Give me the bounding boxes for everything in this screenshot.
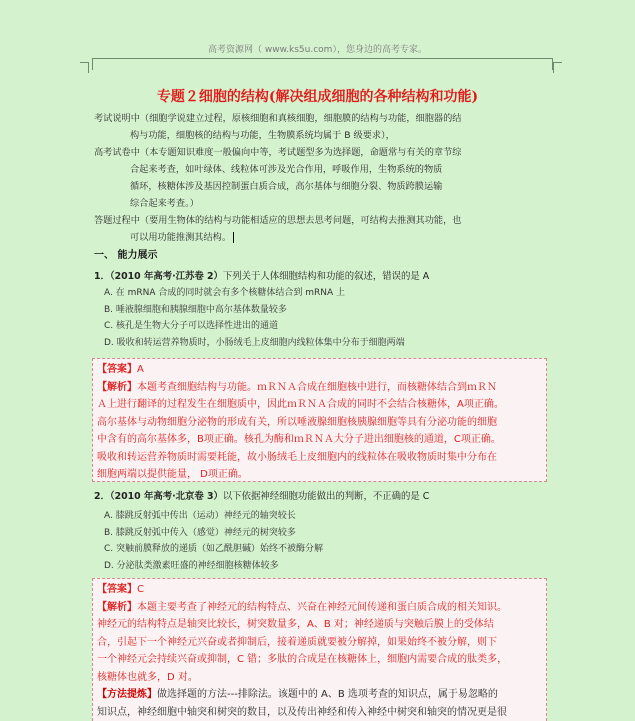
intro-p1-text: 细胞学说建立过程，原核细胞和真核细胞，细胞膜的结构与功能，细胞器的结: [149, 113, 462, 124]
intro-p3-text: 要用生物体的结构与功能相适应的思想去思考问题，可结构去推测其功能，也: [149, 215, 462, 226]
q1-analysis-line3: 高尔基体与动物细胞分泌物的形成有关，所以唾液腺细胞核胰腺细胞等具有分泌功能的细胞: [97, 416, 497, 428]
intro-p1-label: 考试说明中（: [94, 113, 150, 124]
q2-method-tag: 【方法提炼】: [97, 689, 157, 700]
q2-options: [94, 508, 556, 574]
intro-p2-line4: 综合起来考查。）: [130, 198, 199, 209]
intro-p2-line3: 循环，核糖体涉及基因控制蛋白质合成，高尔基体与细胞分裂、物质跨膜运输: [130, 181, 443, 192]
q2-option-b: B. 膝跳反射弧中传入（感觉）神经元的树突较多: [104, 527, 296, 538]
margin-mark-left: [80, 62, 89, 73]
intro-p1-line1: [94, 110, 556, 127]
q2-analysis-line4: 一个神经元会持续兴奋或抑制，C 错；多肽的合成是在核糖体上，细胞内需要合成的肽类多，: [97, 654, 508, 665]
q1-stem-text: 下列关于人体细胞结构和功能的叙述，错误的是 A: [222, 271, 430, 282]
q1-number: 1．: [94, 271, 110, 282]
q1-answer-box: [92, 358, 547, 482]
q2-source: （2010 年高考·北京卷 3）: [109, 491, 223, 502]
q2-option-d: D. 分泌肽类激素旺盛的神经细胞核糖体较多: [104, 560, 279, 571]
q1-stem: [94, 268, 556, 285]
q2-method-line1: [97, 686, 542, 704]
q1-option-d: D. 吸收和转运营养物质时，小肠绒毛上皮细胞内线粒体集中分布于细胞两端: [104, 337, 405, 348]
intro-section: [94, 110, 556, 246]
intro-p1-line2: 构与功能，细胞核的结构与功能，生物膜系统均属于 B 级要求），: [130, 130, 395, 141]
intro-p2-line1: [94, 144, 556, 161]
q1-analysis-line6: 细胞两端以提供能量， D项正确。: [97, 469, 248, 480]
q2-stem: [94, 488, 556, 505]
q2-answer-tag: 【答案】: [97, 584, 137, 595]
q1-answer-tag: 【答案】: [97, 364, 137, 375]
intro-p3-text2: 可以用功能推测其结构。: [130, 232, 232, 243]
q2-analysis-tag: 【解析】: [97, 601, 137, 613]
q2-option-a: A. 膝跳反射弧中传出（运动）神经元的轴突较长: [104, 511, 296, 521]
q2-analysis-text1: 本题主要考查了神经元的结构特点、兴奋在神经元间传递和蛋白质合成的相关知识。: [137, 601, 507, 613]
q1-analysis-line1: [97, 379, 542, 397]
intro-p2-line2: 合起来考查，如叶绿体、线粒体可涉及光合作用，呼吸作用，生物系统的物质: [130, 164, 443, 175]
page-title: 专题２细胞的结构(解决组成细胞的各种结构和功能): [156, 89, 479, 105]
margin-mark-right: [553, 62, 562, 73]
q2-analysis-line3: 合，引起下一个神经元兴奋或者抑制后，接着递质就要被分解掉，如果始终不被分解，则下: [97, 636, 497, 648]
q1-option-a: A. 在 mRNA 合成的同时就会有多个核糖体结合到 mRNA 上: [104, 288, 345, 298]
intro-p2-label: 高考试卷中（: [94, 147, 150, 158]
q1-analysis-tag: 【解析】: [97, 381, 137, 393]
q2-option-c: C. 突触前膜释放的递质（如乙酰胆碱）始终不被酶分解: [104, 544, 324, 554]
q1-answer: [97, 361, 542, 379]
question-2: [94, 488, 556, 505]
q1-analysis-text1: 本题考查细胞结构与功能。ｍＲＮＡ合成在细胞核中进行，而核糖体结合到ｍＲＮ: [137, 381, 497, 393]
q2-answer-box: [92, 578, 547, 721]
q1-analysis-line4: 中含有的高尔基体多，B项正确。核孔为酶和ｍＲＮＡ大分子进出细胞核的通道，C项正确。: [97, 434, 501, 445]
q1-answer-value: A: [137, 364, 144, 375]
intro-p2-text: 本专题知识难度一般偏向中等，考试题型多为选择题，命题常与有关的章节综: [149, 147, 462, 158]
q2-analysis-line5: 核糖体也就多，D 对。: [97, 671, 198, 683]
q1-source: （2010 年高考·江苏卷 2）: [109, 271, 223, 282]
q2-answer: [97, 581, 542, 599]
q1-option-c: C. 核孔是生物大分子可以选择性进出的通道: [104, 321, 279, 331]
q2-number: 2．: [94, 491, 110, 502]
q2-stem-text: 以下依据神经细胞功能做出的判断，不正确的是 C: [222, 491, 430, 502]
intro-p3-line2: [94, 229, 556, 246]
q1-analysis-line5: 吸收和转运营养物质时需要耗能，故小肠绒毛上皮细胞内的线粒体在吸收物质时集中分布在: [97, 451, 497, 463]
q2-method-text1: 做选择题的方法---排除法。该题中的 A、B 选项考查的知识点，属于易忽略的: [157, 689, 498, 700]
q2-analysis-line2: 神经元的结构特点是轴突比较长，树突数量多，A、B 对；神经递质与突触后膜上的受体结: [97, 619, 494, 630]
intro-p3-label: 答题过程中（: [94, 215, 150, 226]
margin-corner-left: [92, 58, 93, 70]
q1-analysis-line2: Ａ上进行翻译的过程发生在细胞质中，因此ｍＲＮＡ合成的同时不会结合核糖体，A项正确。: [97, 399, 504, 410]
header-rule: [92, 58, 552, 59]
text-cursor: [233, 232, 234, 243]
question-1: [94, 268, 556, 351]
page-header: 高考资源网（ www.ks5u.com），您身边的高考专家。: [208, 45, 427, 55]
section-heading: 一、 能力展示: [94, 250, 158, 261]
intro-p3-line1: [94, 212, 556, 229]
q2-method-line2: 知识点，神经细胞中轴突和树突的数目，以及传出神经和传入神经中树突和轴突的情况更是很: [97, 706, 507, 718]
q2-answer-value: C: [137, 584, 144, 595]
q2-analysis-line1: [97, 599, 542, 617]
q1-option-b: B. 唾液腺细胞和胰腺细胞中高尔基体数量较多: [104, 304, 287, 315]
